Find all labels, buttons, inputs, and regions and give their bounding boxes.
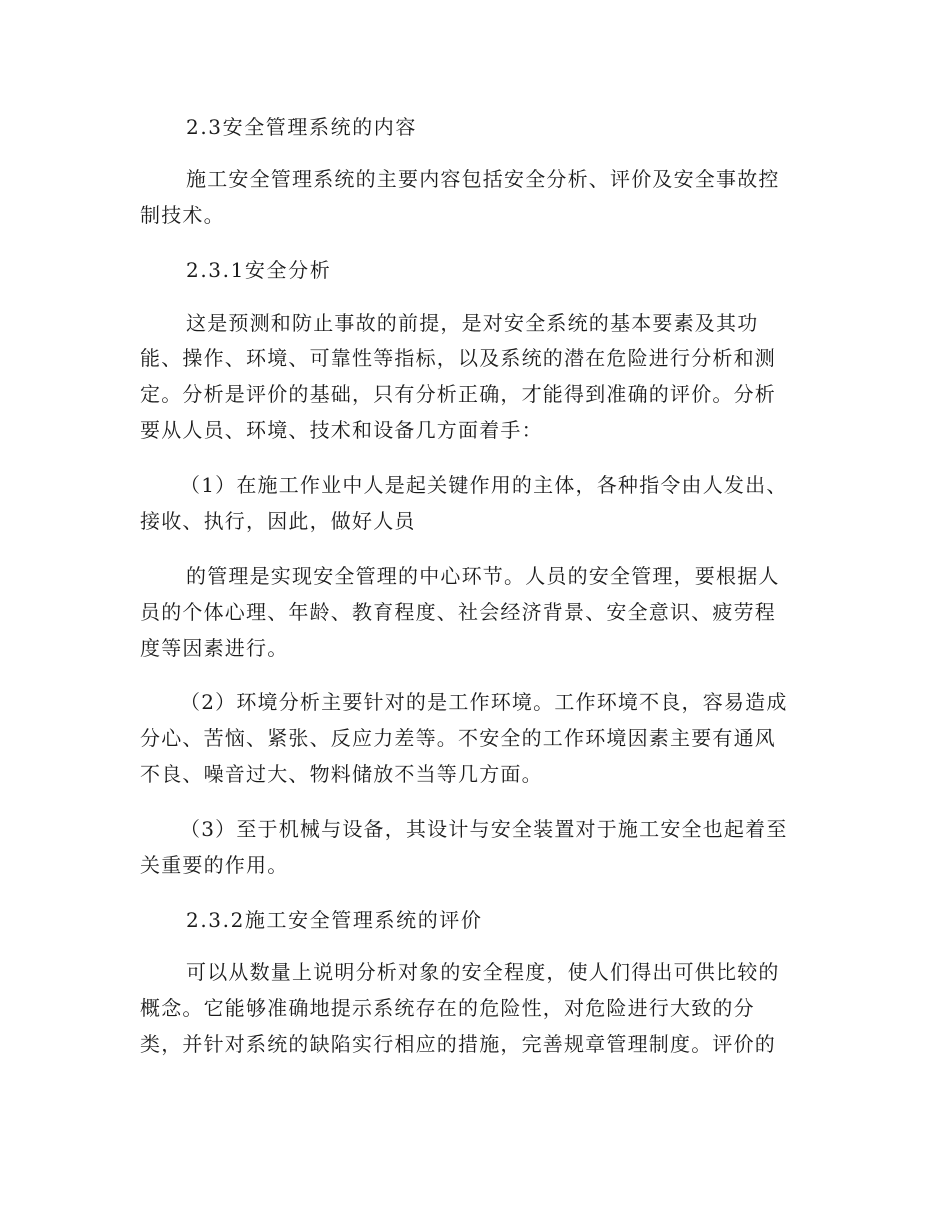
paragraph-line: 要从人员、环境、技术和设备几方面着手： <box>140 418 543 442</box>
paragraph-line: 关重要的作用。 <box>140 853 289 877</box>
section-heading-2-3-2: 2.3.2施工安全管理系统的评价 <box>186 908 483 932</box>
paragraph-line: 不良、噪音过大、物料储放不当等几方面。 <box>140 762 543 786</box>
list-item-2: （2）环境分析主要针对的是工作环境。工作环境不良，容易造成 <box>180 690 788 714</box>
section-heading-2-3: 2.3安全管理系统的内容 <box>186 115 418 139</box>
paragraph-line: 概念。它能够准确地提示系统存在的危险性，对危险进行大致的分 <box>140 996 755 1020</box>
list-item-1: （1）在施工作业中人是起关键作用的主体，各种指令由人发出、 <box>180 473 788 497</box>
paragraph-line: 接收、执行，因此，做好人员 <box>140 509 416 533</box>
list-item-3: （3）至于机械与设备，其设计与安全装置对于施工安全也起着至 <box>180 817 788 841</box>
paragraph-line: 员的个体心理、年龄、教育程度、社会经济背景、安全意识、疲劳程 <box>140 600 776 624</box>
paragraph-line: 施工安全管理系统的主要内容包括安全分析、评价及安全事故控 <box>186 167 780 191</box>
paragraph-line: 这是预测和防止事故的前提，是对安全系统的基本要素及其功 <box>186 311 759 335</box>
section-heading-2-3-1: 2.3.1安全分析 <box>186 258 332 282</box>
paragraph-line: 的管理是实现安全管理的中心环节。人员的安全管理，要根据人 <box>186 564 780 588</box>
paragraph-line: 制技术。 <box>140 203 225 227</box>
paragraph-line: 能、操作、环境、可靠性等指标，以及系统的潜在危险进行分析和测 <box>140 346 776 370</box>
paragraph-line: 度等因素进行。 <box>140 636 289 660</box>
paragraph-line: 分心、苦恼、紧张、反应力差等。不安全的工作环境因素主要有通风 <box>140 726 776 750</box>
paragraph-line: 类，并针对系统的缺陷实行相应的措施，完善规章管理制度。评价的 <box>140 1032 776 1056</box>
paragraph-line: 可以从数量上说明分析对象的安全程度，使人们得出可供比较的 <box>186 960 780 984</box>
paragraph-line: 定。分析是评价的基础，只有分析正确，才能得到准确的评价。分析 <box>140 382 776 406</box>
